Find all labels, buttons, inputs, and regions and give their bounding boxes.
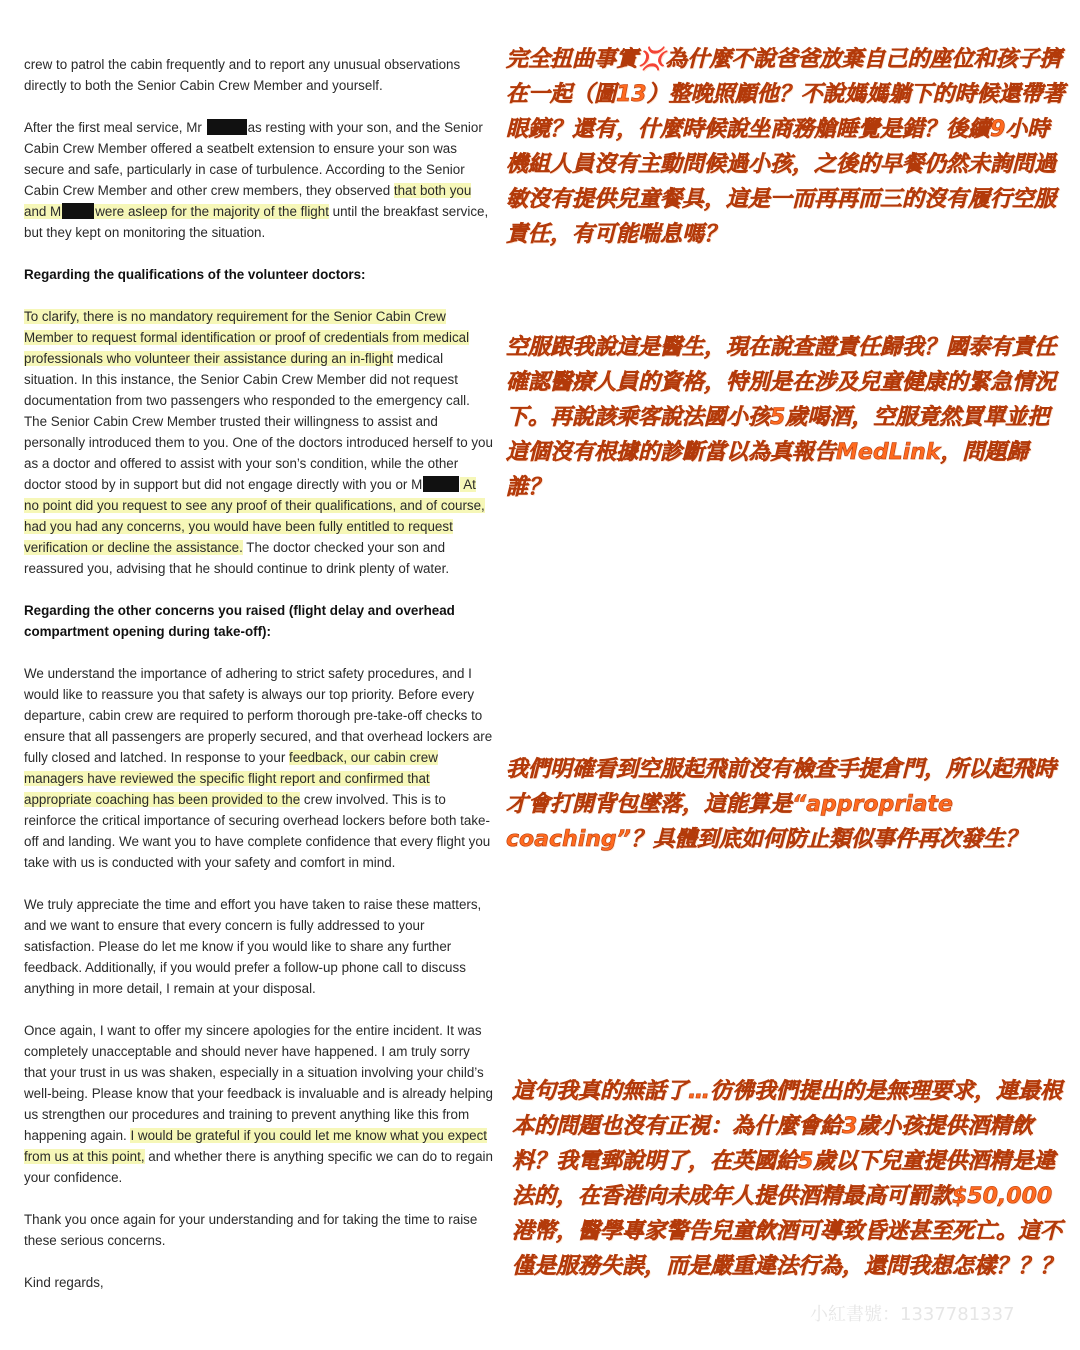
letter-paragraph: [24, 117, 494, 243]
letter-text: crew involved. This is to reinforce the critical importance of securing overhead lockers before both take-off and landing. We want you to have complete confidence that every flight you take with us is conducted with your safety and comfort in mind.: [24, 792, 491, 870]
watermark: 小紅書號：1337781337: [810, 1304, 1015, 1325]
section-heading: Regarding the other concerns you raised (flight delay and overhead compartment opening during take-off):: [24, 603, 455, 639]
highlighted-text: To clarify, there is no mandatory requirement for the Senior Cabin Crew Member to request formal identification or proof of credentials from medical professionals who volunteer their assistance during an in-flight: [24, 309, 470, 366]
letter-text: until the breakfast service, but they kept on monitoring the situation.: [24, 204, 489, 240]
letter-text: as resting with your son, and the Senior Cabin Crew Member offered a seatbelt extension to ensure your son was secure and safe, particularly in case of turbulence. According to the Senior Cabin Crew Member and other crew members, they observed: [24, 120, 483, 198]
redaction-bar: [62, 203, 94, 219]
annotation-overhead-locker: 我們明確看到空服起飛前沒有檢查手提倉門，所以起飛時才會打開背包墜落，這能算是“appropriate coaching”？具體到底如何防止類似事件再次發生？: [506, 757, 1057, 852]
letter-paragraph: [24, 663, 494, 873]
letter-paragraph: We truly appreciate the time and effort you have taken to raise these matters, and we want to ensure that every concern is fully addressed to your satisfaction. Please do let me know if you would like to share any further feedback. Additionally, if you would prefer a follow-up phone call to discuss anything in more detail, I remain at your disposal.: [24, 897, 482, 996]
section-heading: Regarding the qualifications of the volunteer doctors:: [24, 267, 366, 282]
letter-text: Once again, I want to offer my sincere apologies for the entire incident. It was completely unacceptable and should never have happened. I am truly sorry that your trust in us was shaken, especially in a situation involving your child’s well-being. Please know that your feedback is invaluable and is already helping us strengthen our procedures and training to prevent anything like this from happening again.: [24, 1023, 493, 1143]
letter-text: medical situation. In this instance, the Senior Cabin Crew Member did not request documentation from two passengers who responded to the emergency call. The Senior Cabin Crew Member trusted their willingness to assist and personally introduced them to you. One of the doctors introduced herself to you as a doctor and offered to assist with your son’s condition, while the other doctor stood by in support but did not engage directly with you or M: [24, 351, 493, 492]
sign-off: Kind regards,: [24, 1275, 104, 1290]
highlighted-text: At no point did you request to see any proof of their qualifications, and of course, had you had any concerns, you would have been fully entitled to request verification or decline the assistance.: [24, 477, 485, 555]
letter-text: crew to patrol the cabin frequently and to report any unusual observations directly to both the Senior Cabin Crew Member and yourself.: [24, 57, 461, 93]
letter-text: We understand the importance of adhering to strict safety procedures, and I would like to reassure you that safety is always our top priority. Before every departure, cabin crew are required to perform thorough pre-take-off checks to ensure that all passengers are properly secured, and that overhead lockers are fully closed and latched. In response to your: [24, 666, 493, 765]
annotation-alcohol: 這句我真的無話了…彷彿我們提出的是無理要求，連最根本的問題也沒有正視：為什麼會給3歲小孩提供酒精飲料？我電郵說明了，在英國給5歲以下兒童提供酒精是違法的，在香港向未成年人提供酒精最高可罰款$50,000港幣，醫學專家警告兒童飲酒可導致昏迷甚至死亡。這不僅是服務失誤，而是嚴重違法行為，還問我想怎樣？？？: [512, 1079, 1063, 1279]
annotation-doctors: 空服跟我說這是醫生，現在說查證責任歸我？國泰有責任確認醫療人員的資格，特別是在涉及兒童健康的緊急情況下。再說該乘客說法國小孩5歲喝酒，空服竟然買單並把這個沒有根據的診斷當以為真報告MedLink，問題歸誰？: [506, 335, 1057, 500]
letter-text: After the first meal service, Mr: [24, 120, 206, 135]
redaction-bar: [423, 476, 459, 492]
annotation-seating: 完全扭曲事實💢為什麼不說爸爸放棄自己的座位和孩子擠在一起（圖13）整晚照顧他？不說媽媽躺下的時候還帶著眼鏡？還有，什麼時候說坐商務艙睡覺是錯？後續9小時機組人員沒有主動問候過小孩，之後的早餐仍然未詢問過敏沒有提供兒童餐具，這是一而再再而三的沒有履行空服責任，有可能喘息嗎？: [506, 47, 1065, 247]
email-letter: [24, 54, 494, 1314]
highlighted-text: I would be grateful if you could let me know what you expect from us at this point,: [24, 1128, 488, 1164]
redaction-bar: [207, 119, 247, 135]
letter-paragraph: [24, 306, 494, 579]
letter-paragraph: [24, 54, 494, 96]
letter-paragraph: Thank you once again for your understanding and for taking the time to raise these serious concerns.: [24, 1212, 478, 1248]
anger-icon: 💢: [638, 47, 666, 72]
highlighted-text: feedback, our cabin crew managers have reviewed the specific flight report and confirmed that appropriate coaching has been provided to the: [24, 750, 438, 807]
highlighted-text: that both you and M were asleep for the majority of the flight: [24, 183, 472, 219]
letter-text: and whether there is anything specific we can do to regain your confidence.: [24, 1149, 493, 1185]
letter-text: The doctor checked your son and reassured you, advising that he should continue to drink plenty of water.: [24, 540, 450, 576]
letter-paragraph: [24, 1020, 494, 1188]
